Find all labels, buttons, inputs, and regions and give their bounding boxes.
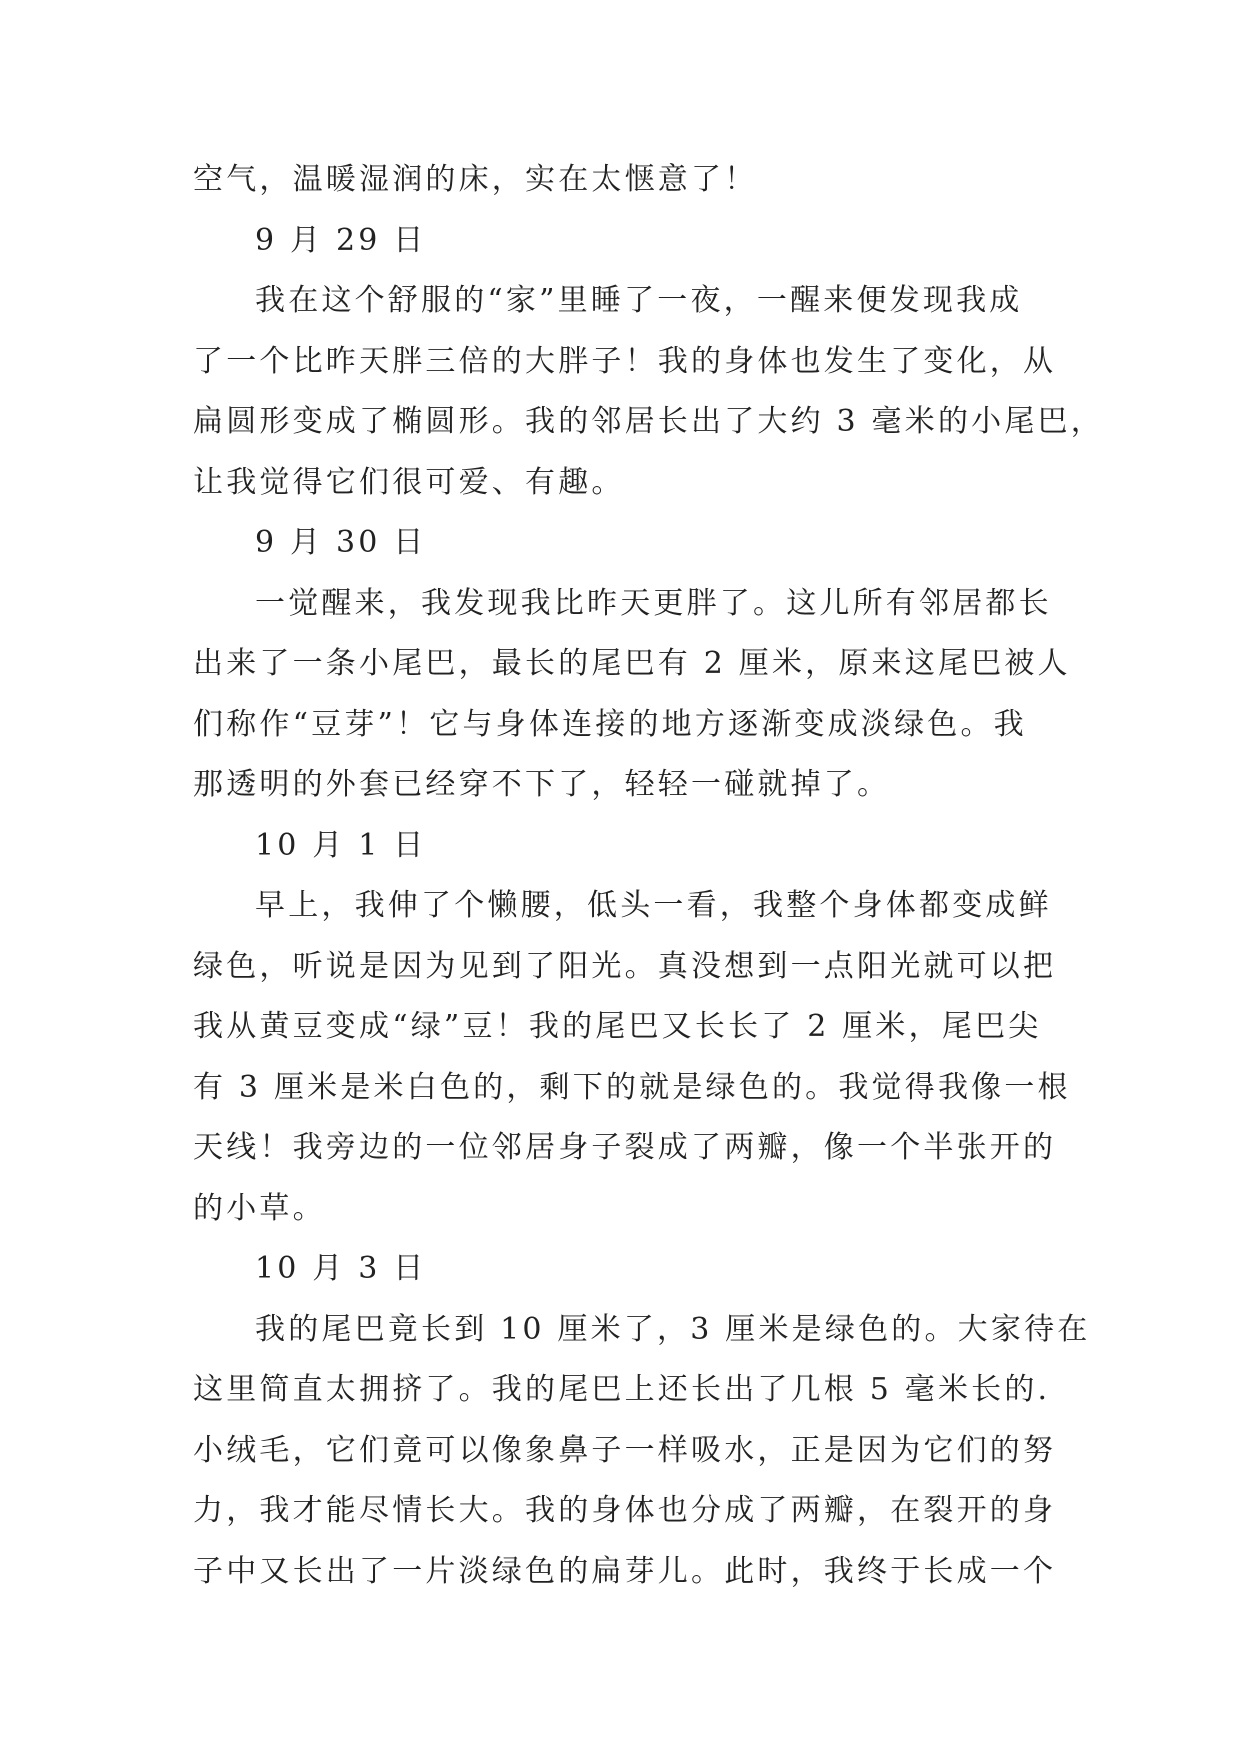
date-heading: 9 月 29 日 — [255, 222, 427, 258]
text-line: 们称作“豆芽”！它与身体连接的地方逐渐变成淡绿色。我 — [193, 706, 1027, 742]
text-line: 让我觉得它们很可爱、有趣。 — [193, 464, 625, 500]
text-line: 这里简直太拥挤了。我的尾巴上还长出了几根 5 毫米长的. — [193, 1372, 1051, 1407]
date-heading: 10 月 3 日 — [255, 1251, 427, 1286]
text-line: 了一个比昨天胖三倍的大胖子！我的身体也发生了变化，从 — [193, 343, 1057, 379]
document-body — [193, 150, 1104, 1602]
text-line: 的小草。 — [193, 1190, 326, 1226]
text-line: 一觉醒来，我发现我比昨天更胖了。这儿所有邻居都长 — [255, 585, 1052, 621]
text-line: 子中又长出了一片淡绿色的扁芽儿。此时，我终于长成一个 — [193, 1553, 1057, 1589]
text-line: 出来了一条小尾巴，最长的尾巴有 2 厘米，原来这尾巴被人 — [193, 646, 1071, 681]
text-line: 天线！我旁边的一位邻居身子裂成了两瓣，像一个半张开的 — [193, 1130, 1057, 1165]
text-line: 我在这个舒服的“家”里睡了一夜，一醒来便发现我成 — [255, 283, 1023, 318]
text-line: 那透明的外套已经穿不下了，轻轻一碰就掉了。 — [193, 767, 891, 802]
text-line: 我从黄豆变成“绿”豆！我的尾巴又长长了 2 厘米，尾巴尖 — [193, 1009, 1042, 1044]
text-line: 空气，温暖湿润的床，实在太惬意了！ — [193, 162, 758, 197]
date-heading: 10 月 1 日 — [255, 827, 427, 863]
text-line: 我的尾巴竟长到 10 厘米了，3 厘米是绿色的。大家待在 — [255, 1311, 1091, 1347]
text-line: 力，我才能尽情长大。我的身体也分成了两瓣，在裂开的身 — [193, 1493, 1057, 1528]
text-line: 绿色，听说是因为见到了阳光。真没想到一点阳光就可以把 — [193, 948, 1057, 984]
text-line: 早上，我伸了个懒腰，低头一看，我整个身体都变成鲜 — [255, 888, 1052, 923]
text-line: 有 3 厘米是米白色的，剩下的就是绿色的。我觉得我像一根 — [193, 1069, 1071, 1105]
text-line: 扁圆形变成了椭圆形。我的邻居长出了大约 3 毫米的小尾巴， — [193, 404, 1104, 439]
text-line: 小绒毛，它们竟可以像象鼻子一样吸水，正是因为它们的努 — [193, 1432, 1057, 1468]
date-heading: 9 月 30 日 — [255, 525, 427, 560]
